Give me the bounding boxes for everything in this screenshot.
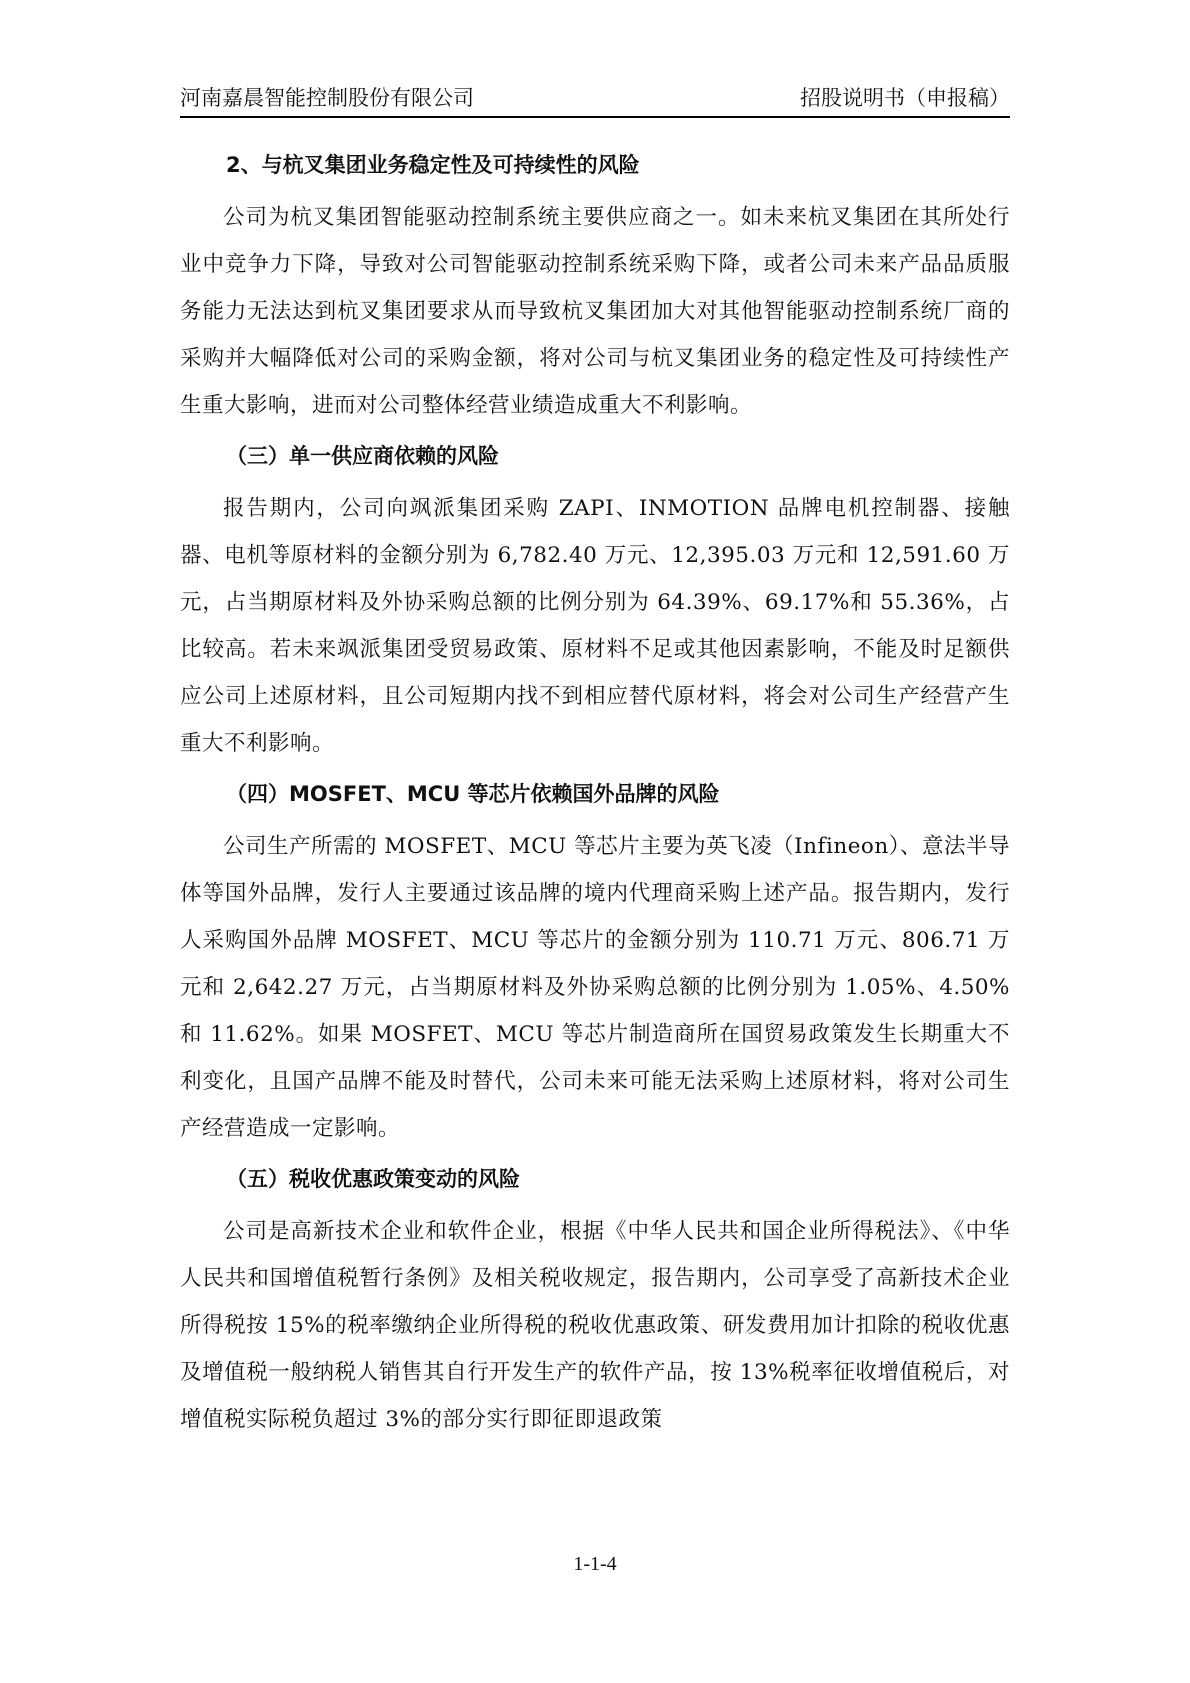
section-paragraph: 公司为杭叉集团智能驱动控制系统主要供应商之一。如未来杭叉集团在其所处行业中竞争力下降，导致对公司智能驱动控制系统采购下降，或者公司未来产品品质服务能力无法达到杭叉集团要求从而导致杭叉集团加大对其他智能驱动控制系统厂商的采购并大幅降低对公司的采购金额，将对公司与杭叉集团业务的稳定性及可持续性产生重大影响，进而对公司整体经营业绩造成重大不利影响。 [180, 205, 1010, 418]
document-body [180, 140, 1010, 1453]
section-heading: （五）税收优惠政策变动的风险 [226, 1167, 520, 1191]
company-name: 河南嘉晨智能控制股份有限公司 [180, 86, 474, 110]
section-heading: 2、与杭叉集团业务稳定性及可持续性的风险 [226, 153, 640, 177]
page-header [180, 84, 1010, 118]
section-paragraph: 报告期内，公司向飒派集团采购 ZAPI、INMOTION 品牌电机控制器、接触器、电机等原材料的金额分别为 6,782.40 万元、12,395.03 万元和 12,591.60 万元，占当期原材料及外协采购总额的比例分别为 64.39%、69.17%和 55.36%，占比较高。若未来飒派集团受贸易政策、原材料不足或其他因素影响，不能及时足额供应公司上述原材料，且公司短期内找不到相应替代原材料，将会对公司生产经营产生重大不利影响。 [180, 496, 1010, 756]
page-number: 1-1-4 [573, 1553, 617, 1575]
section-heading: （三）单一供应商依赖的风险 [226, 444, 499, 468]
document-type: 招股说明书（申报稿） [800, 86, 1010, 110]
section-paragraph: 公司生产所需的 MOSFET、MCU 等芯片主要为英飞凌（Infineon）、意法半导体等国外品牌，发行人主要通过该品牌的境内代理商采购上述产品。报告期内，发行人采购国外品牌 MOSFET、MCU 等芯片的金额分别为 110.71 万元、806.71 万元和 2,642.27 万元，占当期原材料及外协采购总额的比例分别为 1.05%、4.50%和 11.62%。如果 MOSFET、MCU 等芯片制造商所在国贸易政策发生长期重大不利变化，且国产品牌不能及时替代，公司未来可能无法采购上述原材料，将对公司生产经营造成一定影响。 [180, 834, 1010, 1141]
section-paragraph: 公司是高新技术企业和软件企业，根据《中华人民共和国企业所得税法》、《中华人民共和国增值税暂行条例》及相关税收规定，报告期内，公司享受了高新技术企业所得税按 15%的税率缴纳企业所得税的税收优惠政策、研发费用加计扣除的税收优惠及增值税一般纳税人销售其自行开发生产的软件产品，按 13%税率征收增值税后，对增值税实际税负超过 3%的部分实行即征即退政策 [180, 1219, 1010, 1432]
section-heading: （四）MOSFET、MCU 等芯片依赖国外品牌的风险 [226, 782, 720, 806]
